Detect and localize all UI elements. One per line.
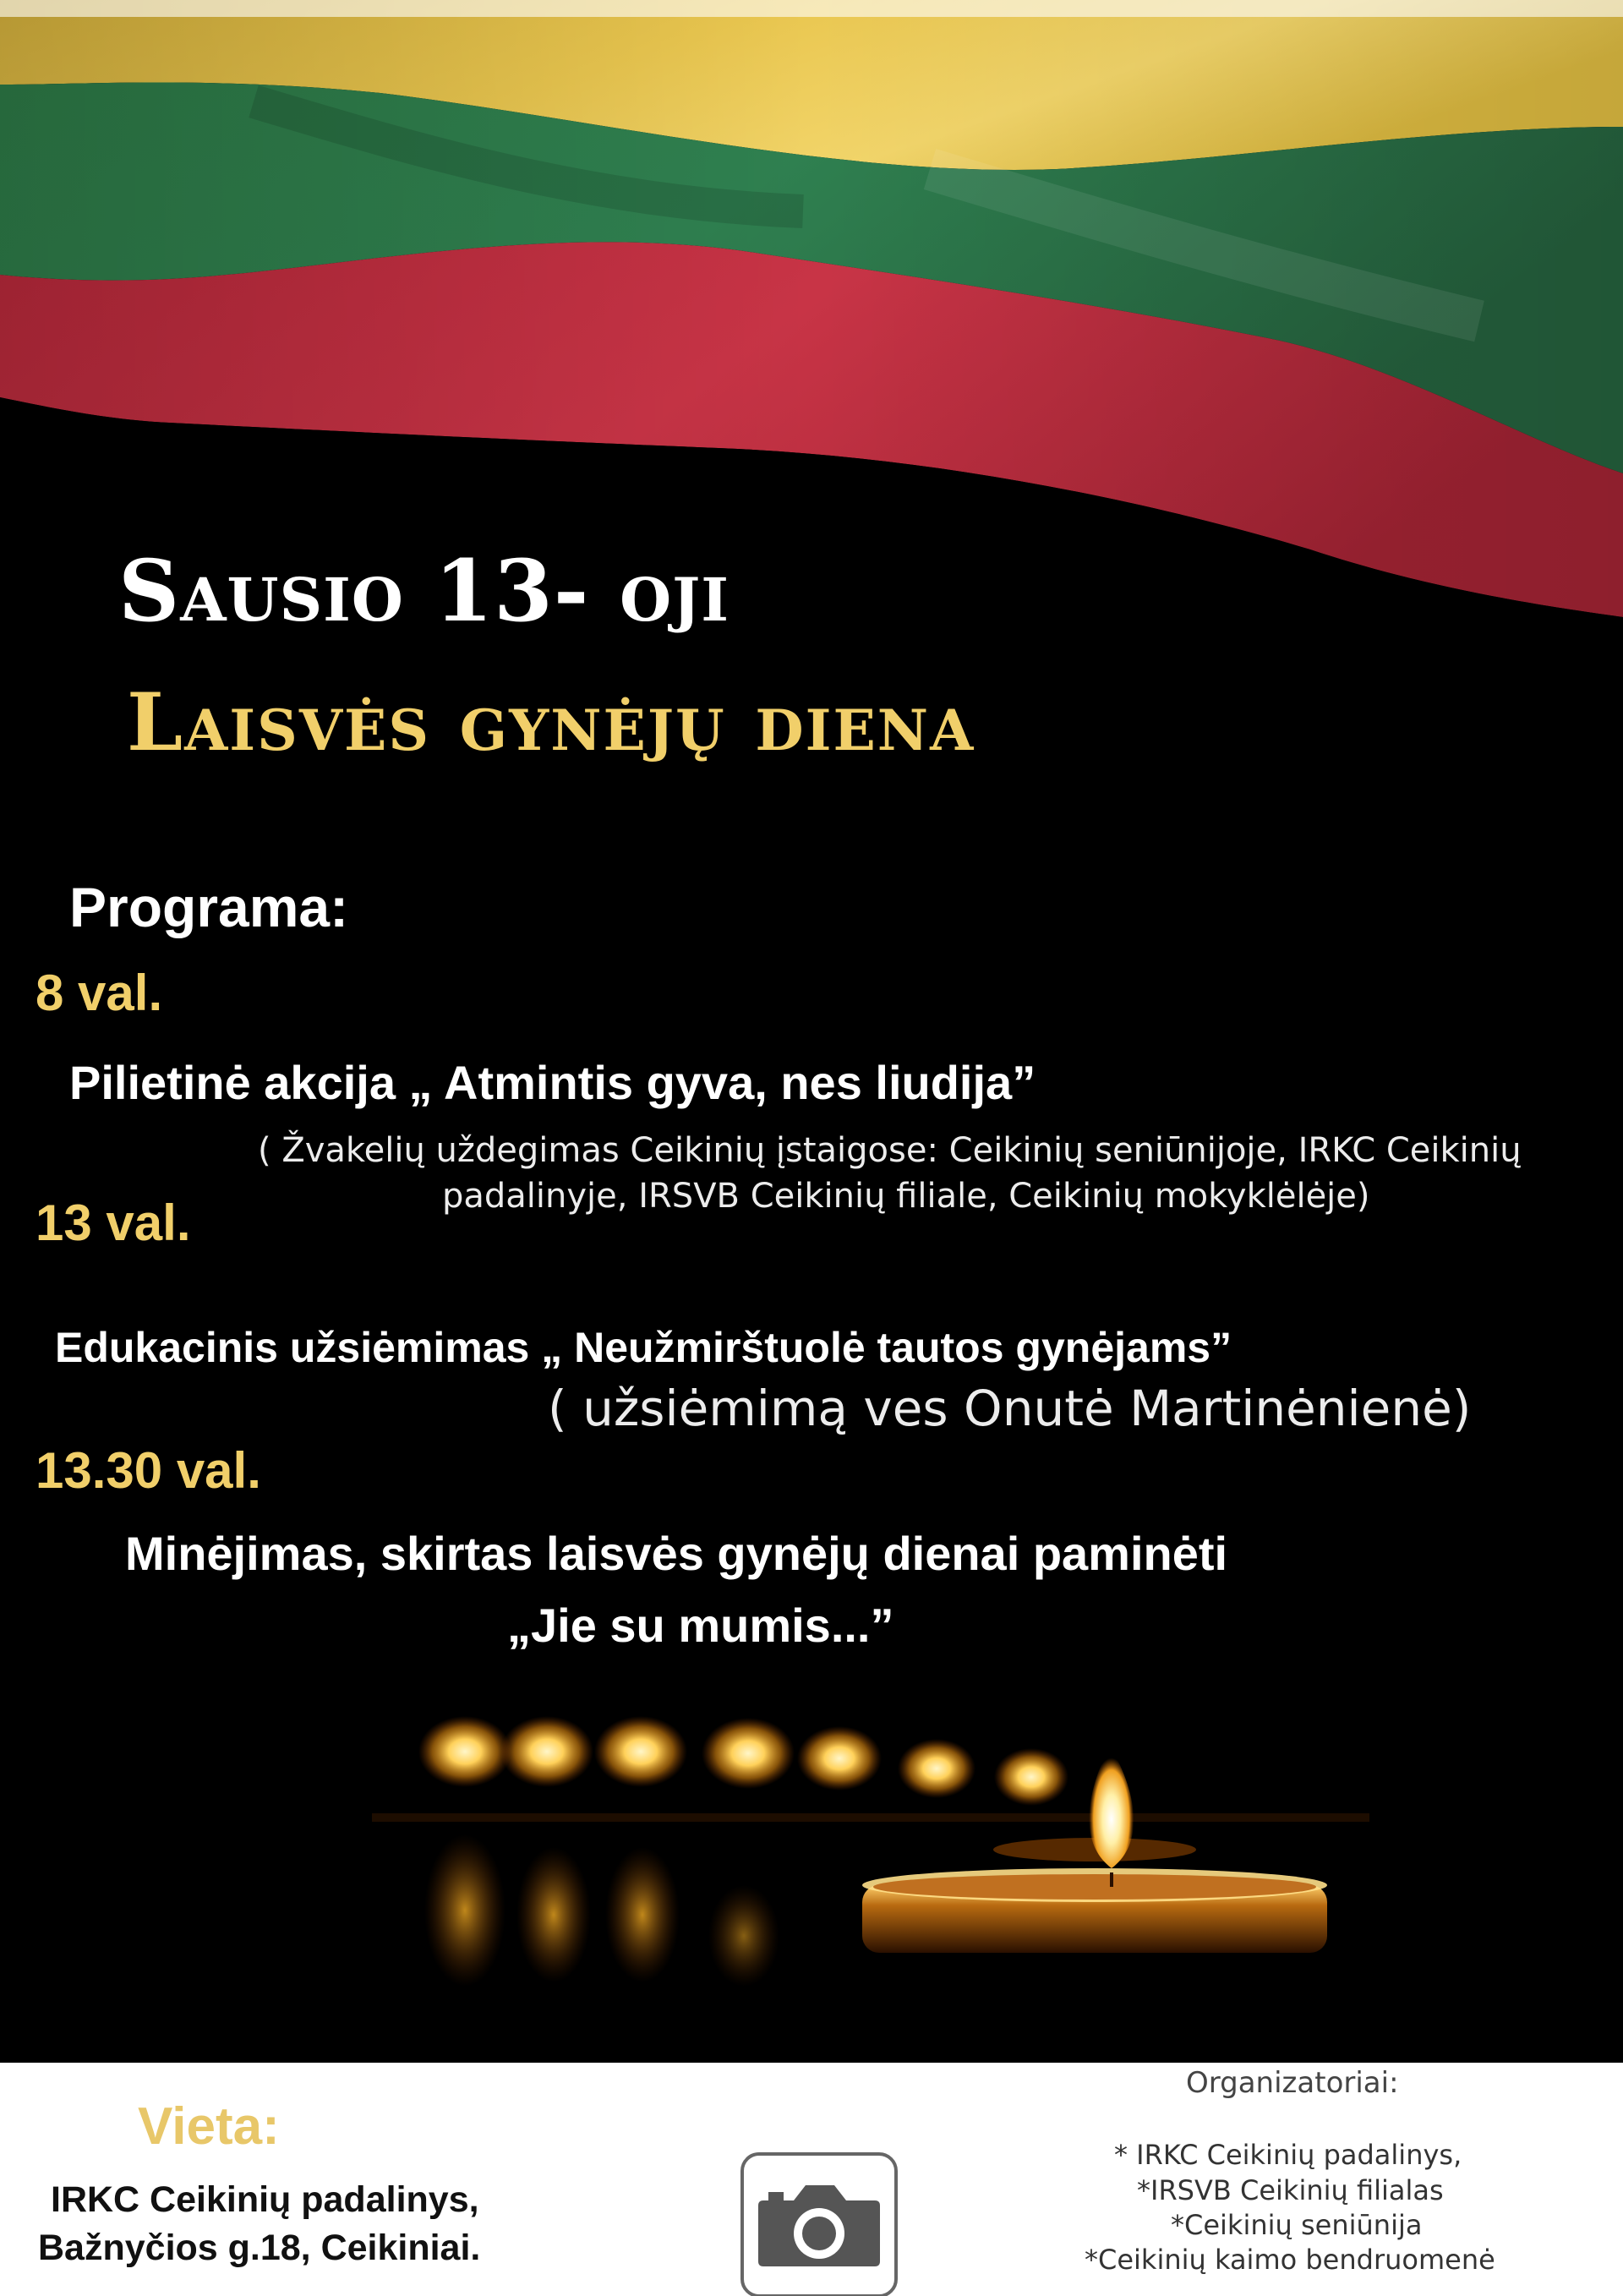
program-note-1a: ( Žvakelių uždegimas Ceikinių įstaigose: Ceikinių seniūnijoje, IRKC Ceikinių [258,1131,1522,1170]
venue-line-1: IRKC Ceikinių padalinys, [51,2179,479,2220]
venue-line-2: Bažnyčios g.18, Ceikiniai. [38,2228,481,2268]
program-event-2: Edukacinis užsiėmimas „ Neužmirštuolė tautos gynėjams” [55,1324,1232,1371]
program-event-3: Minėjimas, skirtas laisvės gynėjų dienai paminėti [125,1527,1228,1580]
program-note-2: ( užsiėmimą ves Onutė Martinėnienė) [548,1380,1472,1437]
title-line-2: Laisvės gynėjų diena [127,676,975,769]
venue-label: Vieta: [138,2097,280,2156]
program-heading: Programa: [69,876,349,938]
organizers-label: Organizatoriai: [1186,2066,1399,2100]
program-time-2: 13 val. [36,1194,191,1251]
program-event-1: Pilietinė akcija „ Atmintis gyva, nes liudija” [69,1056,1036,1109]
organizer-item-2: *IRSVB Ceikinių filialas [1137,2174,1444,2206]
program-quote-3: „Jie su mumis...” [507,1599,894,1652]
candles-illustration [372,1691,1369,2029]
camera-icon [740,2151,899,2296]
program-time-3: 13.30 val. [36,1442,261,1499]
title-line-1: Sausio 13- oji [118,541,730,641]
program-time-1: 8 val. [36,965,163,1021]
program-note-1b: padalinyje, IRSVB Ceikinių filiale, Ceikinių mokyklėlėje) [442,1177,1370,1216]
organizer-item-4: *Ceikinių kaimo bendruomenė [1085,2244,1495,2276]
organizer-item-3: *Ceikinių seniūnija [1171,2209,1423,2241]
organizer-item-1: * IRKC Ceikinių padalinys, [1114,2139,1462,2171]
